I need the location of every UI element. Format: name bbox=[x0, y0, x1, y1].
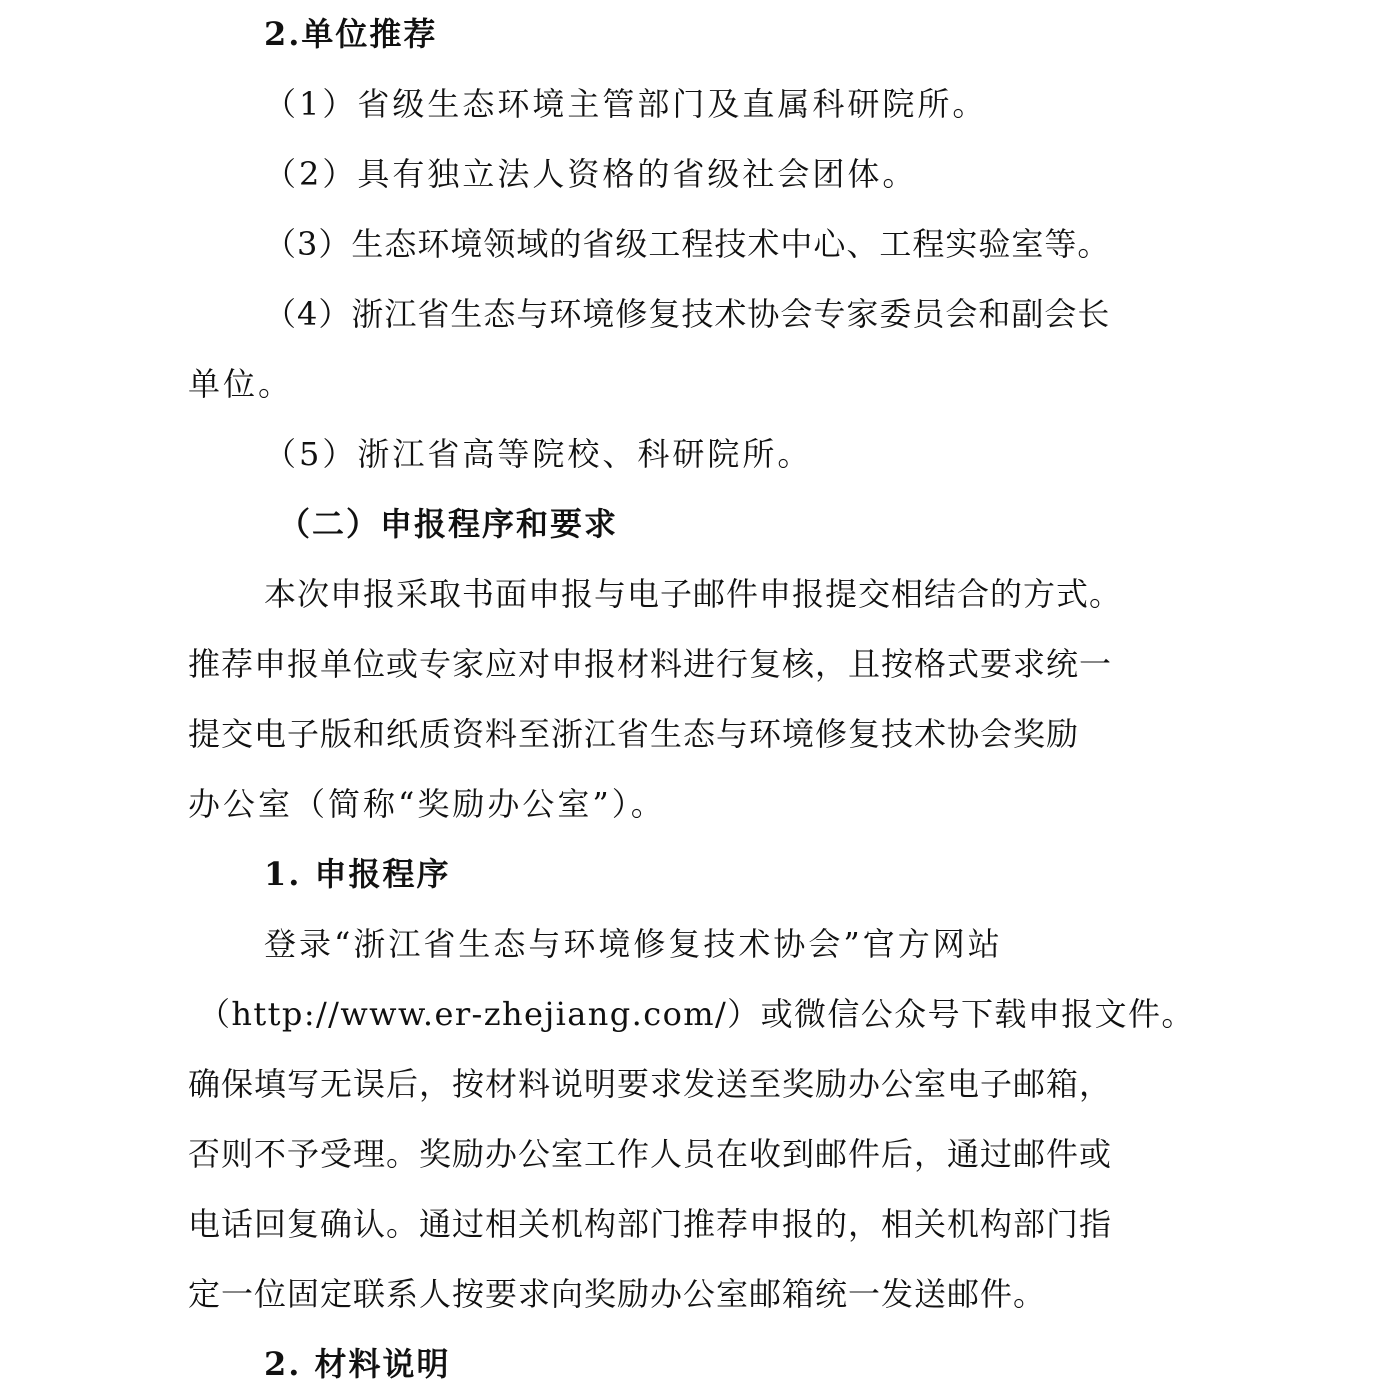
procedure-paragraph-line-1: 本次申报采取书面申报与电子邮件申报提交相结合的方式。 bbox=[264, 575, 1123, 613]
document-page bbox=[188, 0, 1218, 1389]
procedure-detail-line-3: 确保填写无误后，按材料说明要求发送至奖励办公室电子邮箱， bbox=[188, 1065, 1113, 1103]
unit-item-4: （4）浙江省生态与环境修复技术协会专家委员会和副会长 bbox=[264, 295, 1111, 333]
heading-materials: 2. 材料说明 bbox=[264, 1345, 451, 1383]
procedure-paragraph-line-2: 推荐申报单位或专家应对申报材料进行复核，且按格式要求统一 bbox=[188, 645, 1113, 683]
unit-item-3: （3）生态环境领域的省级工程技术中心、工程实验室等。 bbox=[264, 225, 1111, 263]
unit-item-2: （2）具有独立法人资格的省级社会团体。 bbox=[264, 155, 918, 193]
heading-procedure: 1. 申报程序 bbox=[264, 855, 451, 893]
procedure-detail-line-4: 否则不予受理。奖励办公室工作人员在收到邮件后，通过邮件或 bbox=[188, 1135, 1113, 1173]
procedure-detail-line-2: （http://www.er-zhejiang.com/）或微信公众号下载申报文件。 bbox=[198, 995, 1195, 1033]
procedure-detail-line-1: 登录“浙江省生态与环境修复技术协会”官方网站 bbox=[264, 925, 1003, 963]
heading-unit-recommend: 2.单位推荐 bbox=[264, 15, 438, 53]
procedure-paragraph-line-3: 提交电子版和纸质资料至浙江省生态与环境修复技术协会奖励 bbox=[188, 715, 1080, 753]
unit-item-1: （1）省级生态环境主管部门及直属科研院所。 bbox=[264, 85, 988, 123]
section-procedure-title: （二）申报程序和要求 bbox=[278, 505, 619, 543]
unit-item-4-continued: 单位。 bbox=[188, 365, 294, 403]
procedure-paragraph-line-4: 办公室（简称“奖励办公室”）。 bbox=[188, 785, 666, 823]
procedure-detail-line-5: 电话回复确认。通过相关机构部门推荐申报的，相关机构部门指 bbox=[188, 1205, 1113, 1243]
unit-item-5: （5）浙江省高等院校、科研院所。 bbox=[264, 435, 813, 473]
procedure-detail-line-6: 定一位固定联系人按要求向奖励办公室邮箱统一发送邮件。 bbox=[188, 1275, 1047, 1313]
